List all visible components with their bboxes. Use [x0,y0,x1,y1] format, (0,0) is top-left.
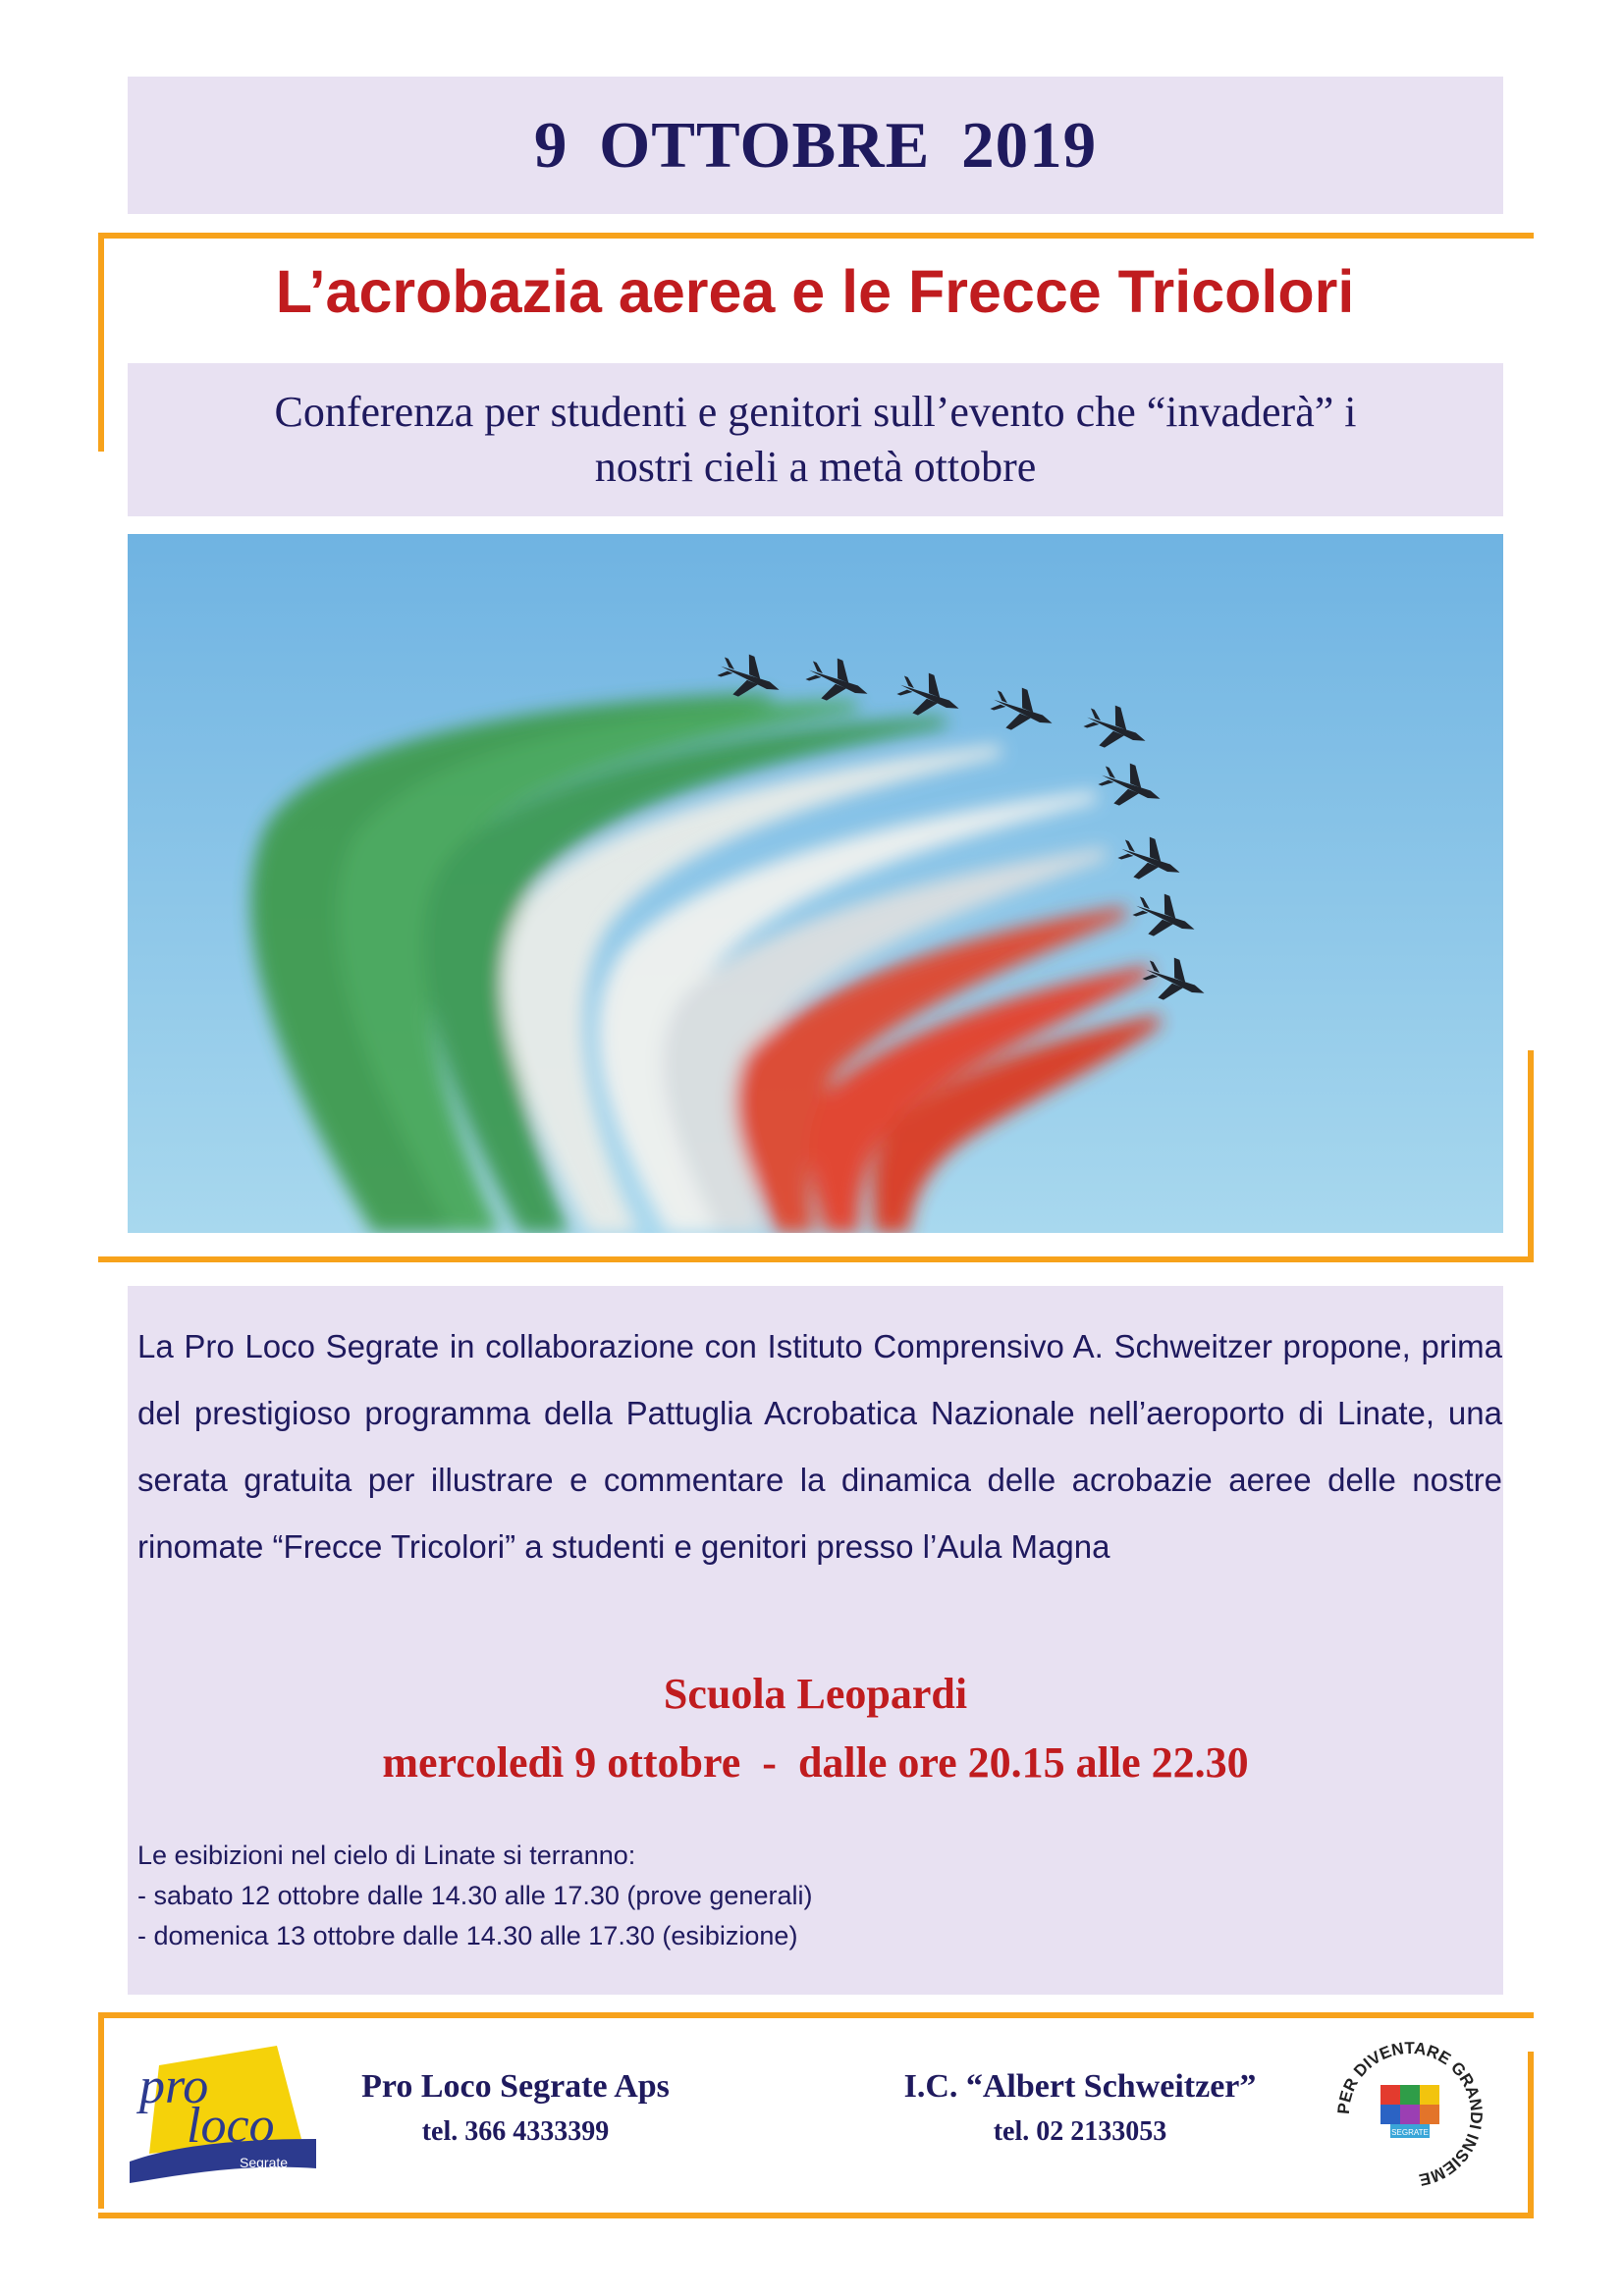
exhibition-schedule [137,1836,1414,1956]
exhibition-item: - sabato 12 ottobre dalle 14.30 alle 17.30 (prove generali) [137,1881,813,1910]
orange-rule-right-vertical [1528,1050,1534,1262]
logo-ring-text: PER DIVENTARE GRANDI INSIEME [1333,2038,1487,2190]
org-name-schweitzer: I.C. “Albert Schweitzer” [903,2068,1257,2105]
frecce-tricolori-photo [128,534,1503,1233]
subtitle-line-2: nostri cieli a metà ottobre [594,443,1037,491]
org-name-pro-loco: Pro Loco Segrate Aps [361,2068,670,2105]
logo-center-text: SEGRATE [1391,2128,1429,2137]
event-venue: Scuola Leopardi [663,1670,968,1718]
orange-rule-top [98,233,1534,239]
orange-rule-footer-top [98,2012,1534,2018]
orange-rule-mid [98,1256,1534,1262]
logo-text-segrate: Segrate [240,2155,289,2170]
school-puzzle-logo [1331,2036,1489,2193]
org-tel-schweitzer: tel. 02 2133053 [993,2116,1167,2147]
org-tel-pro-loco: tel. 366 4333399 [421,2116,610,2147]
logo-text-pro: pro [139,2058,209,2114]
event-description: La Pro Loco Segrate in collaborazione con Istituto Comprensivo A. Schweitzer propone, prima del prestigioso programma della Pattuglia Acrobatica Nazionale nell’aeroporto di Linate, una serata gratuita per illustrare e commentare la dinamica delle acrobazie aeree delle nostre rinomate “Frecce Tricolori” a studenti e genitori presso l’Aula Magna [137,1328,1502,1565]
subtitle-line-1: Conferenza per studenti e genitori sull’evento che “invaderà” i [274,388,1357,436]
pro-loco-logo [130,2046,316,2183]
orange-rule-footer-right [1528,2052,1534,2218]
logo-text-loco: loco [187,2098,275,2154]
exhibition-intro: Le esibizioni nel cielo di Linate si terranno: [137,1841,636,1870]
exhibition-item: - domenica 13 ottobre dalle 14.30 alle 17.30 (esibizione) [137,1921,798,1950]
date-banner [128,77,1503,214]
event-date: 9 OTTOBRE 2019 [533,108,1098,182]
event-title: L’acrobazia aerea e le Frecce Tricolori [275,258,1355,325]
orange-rule-footer-left [98,2012,104,2209]
event-time: mercoledì 9 ottobre - dalle ore 20.15 alle 22.30 [382,1738,1249,1787]
orange-rule-bottom [98,2213,1534,2218]
subtitle-banner [128,363,1503,516]
event-subtitle [178,385,1454,495]
